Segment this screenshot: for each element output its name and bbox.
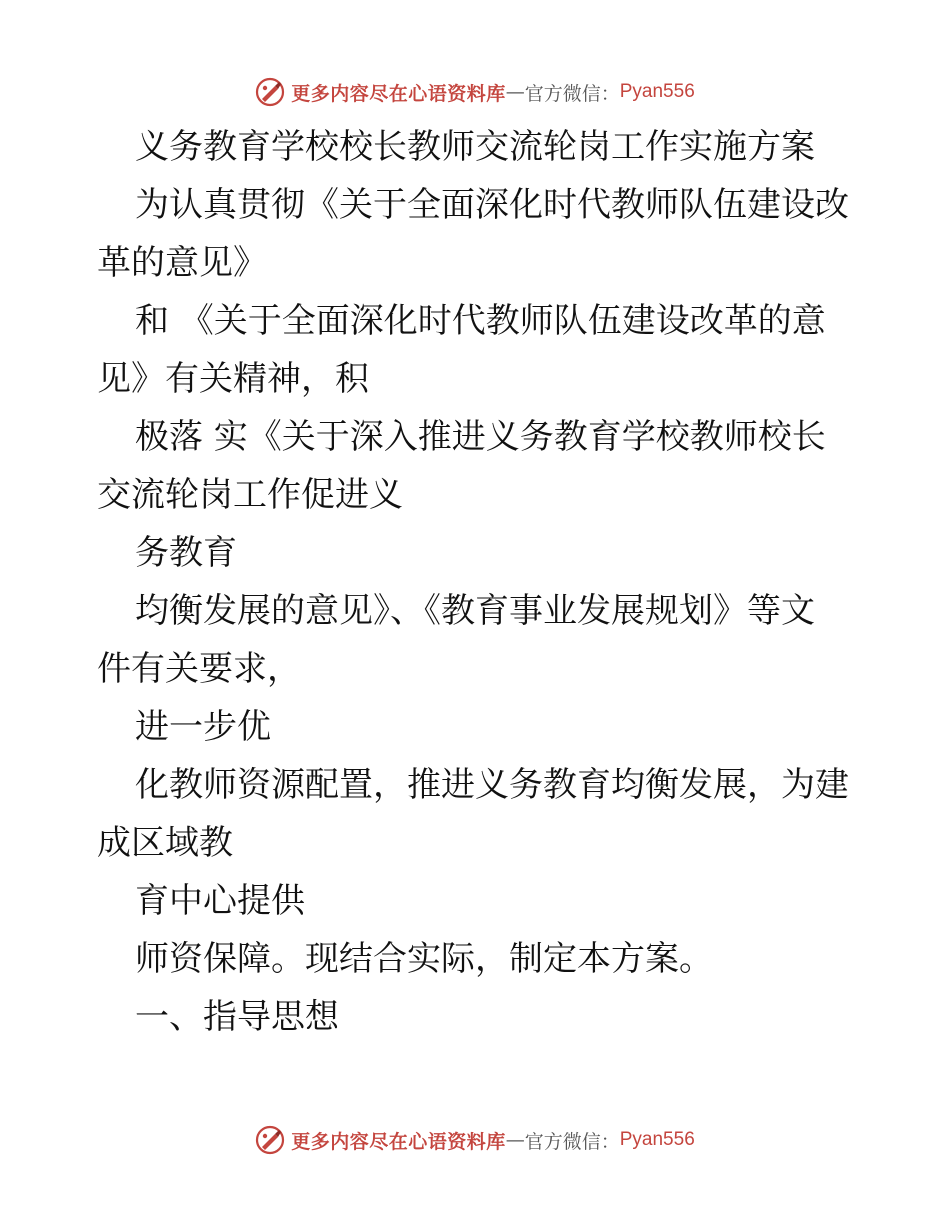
banner-wechat-label: 官方微信： bbox=[524, 1130, 620, 1153]
paragraph-line: 为认真贯彻《关于全面深化时代教师队伍建设改 bbox=[135, 185, 849, 225]
paragraph-line: 件有关要求， bbox=[97, 649, 301, 689]
document-body bbox=[97, 118, 867, 1046]
paragraph-line: 见》有关精神，积 bbox=[97, 359, 369, 399]
quill-pen-logo-icon bbox=[255, 77, 285, 107]
paragraph-line: 育中心提供 bbox=[135, 881, 305, 921]
section-heading: 一、指导思想 bbox=[135, 997, 339, 1037]
paragraph-line: 务教育 bbox=[135, 533, 237, 573]
banner-text: 更多内容尽在心语资料库 bbox=[291, 1130, 506, 1153]
paragraph-line: 师资保障。现结合实际，制定本方案。 bbox=[135, 939, 713, 979]
document-title: 义务教育学校校长教师交流轮岗工作实施方案 bbox=[135, 127, 815, 167]
footer-banner bbox=[0, 1120, 950, 1160]
banner-separator: — bbox=[505, 81, 525, 103]
paragraph-line: 化教师资源配置，推进义务教育均衡发展，为建 bbox=[135, 765, 849, 805]
paragraph-line: 和 《关于全面深化时代教师队伍建设改革的意 bbox=[135, 301, 826, 341]
paragraph-line: 成区域教 bbox=[97, 823, 233, 863]
paragraph-line: 极落 实《关于深入推进义务教育学校教师校长 bbox=[135, 417, 826, 457]
banner-text: 更多内容尽在心语资料库 bbox=[291, 82, 506, 105]
banner-separator: — bbox=[505, 1129, 525, 1151]
header-banner bbox=[0, 72, 950, 112]
quill-pen-logo-icon bbox=[255, 1125, 285, 1155]
paragraph-line: 革的意见》 bbox=[97, 243, 267, 283]
paragraph-line: 交流轮岗工作促进义 bbox=[97, 475, 403, 515]
banner-wechat-label: 官方微信： bbox=[524, 82, 620, 105]
paragraph-line: 均衡发展的意见》、《教育事业发展规划》等文 bbox=[135, 591, 815, 631]
paragraph-line: 进一步优 bbox=[135, 707, 271, 747]
banner-wechat-id: Pyan556 bbox=[619, 81, 695, 102]
banner-wechat-id: Pyan556 bbox=[619, 1129, 695, 1150]
